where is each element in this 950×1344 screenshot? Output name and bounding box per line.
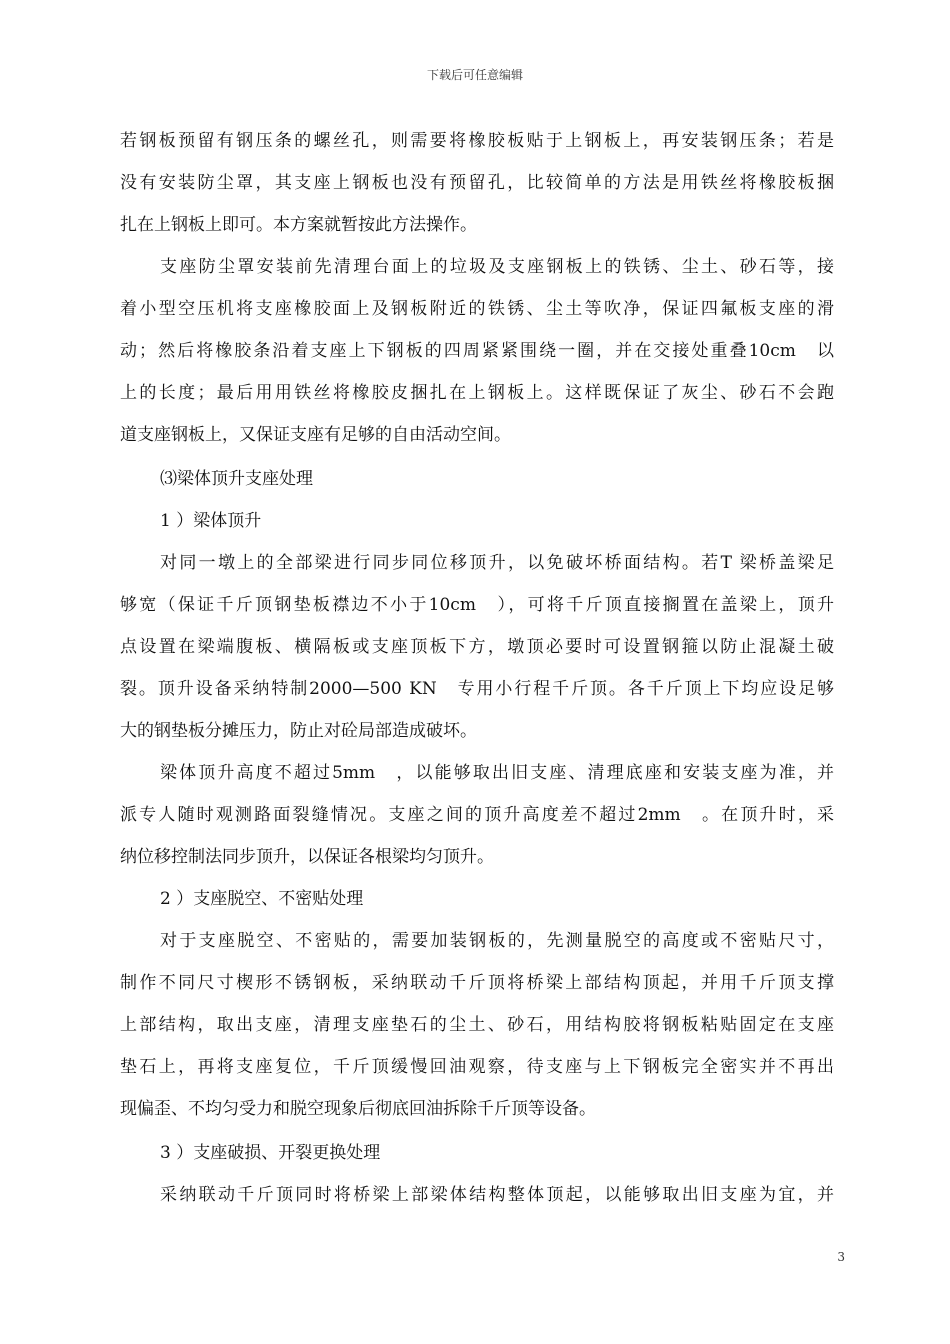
text-line: 上部结构，取出支座，清理支座垫石的尘土、砂石，用结构胶将钢板粘贴固定在支座 bbox=[120, 1015, 834, 1035]
text-line: 道支座钢板上，又保证支座有足够的自由活动空间。 bbox=[120, 425, 511, 445]
paragraph-first-line: 支座防尘罩安装前先清理台面上的垃圾及支座钢板上的铁锈、尘土、砂石等，接 bbox=[160, 257, 834, 277]
text-line: 大的钢垫板分摊压力，防止对砼局部造成破坏。 bbox=[120, 721, 477, 741]
section-heading: ⑶梁体顶升支座处理 bbox=[160, 469, 313, 489]
paragraph-first-line: 对于支座脱空、不密贴的，需要加装钢板的，先测量脱空的高度或不密贴尺寸， bbox=[160, 931, 834, 951]
text-line: 现偏歪、不均匀受力和脱空现象后彻底回油拆除千斤顶等设备。 bbox=[120, 1099, 596, 1119]
text-line: 若钢板预留有钢压条的螺丝孔，则需要将橡胶板贴于上钢板上，再安装钢压条；若是 bbox=[120, 131, 834, 151]
paragraph-first-line: 对同一墩上的全部梁进行同步同位移顶升，以免破坏桥面结构。若T 梁桥盖梁足 bbox=[160, 553, 834, 573]
subsection-heading: 1 ）梁体顶升 bbox=[160, 511, 262, 531]
text-line: 着小型空压机将支座橡胶面上及钢板附近的铁锈、尘土等吹净，保证四氟板支座的滑 bbox=[120, 299, 834, 319]
text-line: 扎在上钢板上即可。本方案就暂按此方法操作。 bbox=[120, 215, 477, 235]
text-line: 制作不同尺寸楔形不锈钢板，采纳联动千斤顶将桥梁上部结构顶起，并用千斤顶支撑 bbox=[120, 973, 834, 993]
page-header: 下载后可任意编辑 bbox=[426, 68, 523, 82]
text-line: 派专人随时观测路面裂缝情况。支座之间的顶升高度差不超过2mm 。在顶升时，采 bbox=[120, 805, 834, 825]
subsection-heading: 2 ）支座脱空、不密贴处理 bbox=[160, 889, 364, 909]
paragraph-first-line: 梁体顶升高度不超过5mm ，以能够取出旧支座、清理底座和安装支座为准，并 bbox=[160, 763, 834, 783]
text-line: 纳位移控制法同步顶升，以保证各根梁均匀顶升。 bbox=[120, 847, 494, 867]
page-number: 3 bbox=[837, 1250, 845, 1264]
text-line: 够宽（保证千斤顶钢垫板襟边不小于10cm ），可将千斤顶直接搁置在盖梁上，顶升 bbox=[120, 595, 834, 615]
subsection-heading: 3 ）支座破损、开裂更换处理 bbox=[160, 1143, 381, 1163]
text-line: 裂。顶升设备采纳特制2000—500 KN 专用小行程千斤顶。各千斤顶上下均应设足够 bbox=[120, 679, 834, 699]
text-line: 垫石上，再将支座复位，千斤顶缓慢回油观察，待支座与上下钢板完全密实并不再出 bbox=[120, 1057, 834, 1077]
text-line: 没有安装防尘罩，其支座上钢板也没有预留孔，比较简单的方法是用铁丝将橡胶板捆 bbox=[120, 173, 834, 193]
text-line: 上的长度；最后用用铁丝将橡胶皮捆扎在上钢板上。这样既保证了灰尘、砂石不会跑 bbox=[120, 383, 834, 403]
text-line: 点设置在梁端腹板、横隔板或支座顶板下方，墩顶必要时可设置钢箍以防止混凝土破 bbox=[120, 637, 834, 657]
paragraph-first-line: 采纳联动千斤顶同时将桥梁上部梁体结构整体顶起，以能够取出旧支座为宜，并 bbox=[160, 1185, 834, 1205]
text-line: 动；然后将橡胶条沿着支座上下钢板的四周紧紧围绕一圈，并在交接处重叠10cm 以 bbox=[120, 341, 834, 361]
